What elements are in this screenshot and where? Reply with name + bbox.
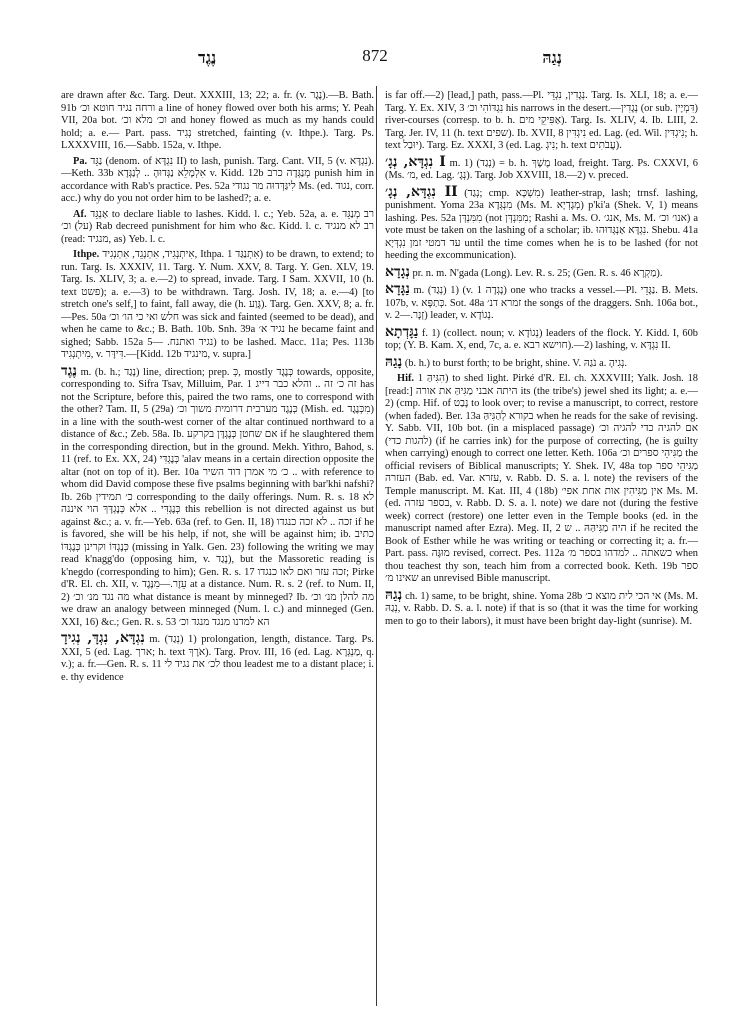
dictionary-entry [385,586,698,629]
running-head-right: נְגַהּ [542,48,562,67]
running-head-left: נֶגֶד [198,48,217,67]
entry-body: m. (b. h.; נָגַד) line, direction; prep. כְּ, mostly כְּנֶגֶד towards, opposite, corresponding to. Sifra Tsav, Milluim, Par. 1 זה כ׳ זה .. והלא כבר דייג has not the Scripture, before this, paired the two rams, one to correspond with the other? Tam. II, 5 (29a) כְּנֶגֶד מערבית דרומית משוך וכ׳ (Mish. ed. מִכְּנֶגֶד) in a line with the south-west corner of the altar continued northward to a distance of &c.; Zeb. 58a. Ib. אם שחטן כְּנֶגְדָּן בקרקע if he slaughtered them in the corresponding direction, but in the ground. Mekh. Yithro, Bahod, s. 11 (ref. to Ex. XX, 24) כְּנֶגְדִּי 'alav means in a certain direction opposite the altar (not on top of it). Ber. 10a כ׳ מי אמרן דוד השיר .. with reference to whom did David compose these five psalms beginning with bar'khi nafshi? Ib. 26b כ׳ תמידין corresponding to the daily offerings. Num. R. s. 18 לא כְּנֶגְדִּי .. אלא כְּנֶגְדָּךְ הוי איננה this rebellion is not directed against us but against &c.; a. v. fr.—Yeb. 63a (ref. to Gen. II, 18) זכה .. לא זכה כנגדו if he is favored, she will be his help, if not, she will be against him; ib. כתיב כְּנֶגְדּוֹ וקרינן כְּנֶגְדּוֹ (missing in Yalk. Gen. 23) following the writing we may read k'nagg'do (opposing him, v. נָגַד), but the Massoretic reading is k'negdo (corresponding to him); Gen. R. s. 17 זכה עזר ואם לאו כנגדו; Pirke d'R. El. ch. XII, v. עֵזֶר.—מִנֶּגֶד at a distance. Num. R. s. 2 (ref. to Num. II, 2) מה נגד מנ׳ וכ׳ what distance is meant by minneged? Ib. מה להלן מנ׳ וכ׳ we draw an analogy between minneged (Num. l. c.) and minneged (Gen. XXI, 16) &c.; Gen. R. s. 53 הא למדנו מנגד מנגד וכ׳ [61,366,374,628]
dictionary-entry [385,153,698,183]
entry-body: אִיתְנְגִיד, אִתְנְגֵד, אִתְנְגִיד, Ithpa. אִתְנַגַּד 1) to be drawn, to extend; to run. Targ. Is. XXXIV, 11. Targ. Y. Num. XXV, 8. Targ. Y. Gen. XLV, 19. Targ. Is. XLIV, 3; a. e.—2) to spread, invade. Targ. I Sam. XXVII, 10 (h. text פשט); a. e.—3) to be withdrawn. Targ. Josh. IV, 18; a. e.—4) [to stretch one's self,] to faint, fall away, die (h. גָּוַע). Targ. Gen. XXV, 8; a. fr.—Pes. 50a חלש ואי כי הו׳ וכ׳ was sick and fainted (seemed to be dead), and when he came to &c.; B. Bath. 10b. Snh. 39a נגיד א׳ he became faint and sighed; Sabb. 152a נגיד ואתנח. —5) to be lashed. Macc. 11a; Pes. 113b מִיתְנְגִיד, v. דִּידָּר.—[Kidd. 12b מינגיד, v. supra.] [61,249,374,360]
entry-headword: נְגַהּ [385,586,403,603]
entry-body: are drawn after &c. Targ. Deut. XXXIII, 13; 22; a. fr. (v. נֶגֶר).—B. Bath. 91b ורחה נגיד חוטא וכ׳ a line of honey flowed over both his arms; Y. Peah VII, 20a bot. וכ׳ מלא וכ׳ and honey flowed as much as my hands could hold; a. e.— Part. pass. נְגִיד stretched, fainting (v. Ithpe.). Targ. Ps. LXXXVIII, 16.—Sabb. 152a, v. Ithpe. [61,90,374,151]
entry-body: (נְגַד; cmp. מִשְׁכָּא) leather-strap, lash; trnsf. lashing, punishment. Yoma 23a מִנְגְּדָא (Ms. M. מְגָדְיָא) p'ki'a (Shek. V, 1) means lashing. Pes. 52a מִמִּנְדְּן (not מִמִּנְדְּן; Rashi a. Ms. O. אנג׳, Ms. M. אנו׳ וכ׳) a vote must be taken on the lashing of a scholar; ib. נִגְדָּא אַנְגְּדוּהוּ. Shebu. 41a עד דמטי זמן נִגְדְּיָא until the time comes when he is to be lashed (for not heeding the excommunication). [385,187,698,261]
dictionary-entry [385,263,698,281]
dictionary-entry [61,156,374,206]
entry-body: (b. h.) to burst forth; to be bright, shine. V. נֹגַהּ a. נְגִיהָ. [404,357,628,369]
entry-stem-label: Ithpe. [73,249,100,260]
entry-body: אַנְגֵּד to declare liable to lashes. Kidd. l. c.; Yeb. 52a, a. e. רב מְנַגֵּד (על) וכ׳ Rab decreed punishment for him who &c. Kidd. l. c. רב לא מנגיד (read: מנגיד, as) Yeb. l. c. [61,208,374,245]
page-header [60,44,690,72]
dictionary-entry [385,90,698,153]
dictionary-entry [61,632,374,684]
entry-body: ch. 1) same, to be bright, shine. Yoma 28b אי הכי לית מוצא כ׳ (Ms. M. נְגַהּ, v. Rabb. D. S. a. l. note) if that is so (that it was the time for working men to go to their labors), it must have been bright day-light (sunrise). M. [385,590,698,627]
entry-body: נַגֵּד (denom. of נִגְדָּא II) to lash, punish. Targ. Cant. VII, 5 (v. נִגְדָּא).—Keth. 33b אִלְמָלֵא נַגְּדוּהָ .. לְנַגְּדָא v. Kidd. 12b מְנַגְּדָה כרב punish him in accordance with Rab's practice. Pes. 52a לִיגַּדְּדוּה מר נגודי Ms. (ed. נגוד, corr. acc.) why do you not order him to be lashed?; a. e. [61,155,374,204]
dictionary-entry [385,283,698,323]
dictionary-entry [385,373,698,586]
entry-headword: נְגָדָא [385,263,410,280]
entry-headword: נִגְדָּא, נְגָ׳ I [385,153,446,170]
entry-stem-label: Af. [73,208,87,220]
dictionary-entry [61,90,374,153]
dictionary-entry [385,353,698,371]
entry-body: pr. n. m. N'gada (Long). Lev. R. s. 25; (Gen. R. s. 46 מַקְרָא). [412,267,663,279]
entry-body: הִגִּיהַּ 1) to shed light. Pirké d'R. El. ch. XXXVIII; Yalk. Josh. 18 [read:] היתה אבני מַגִּיהַּ את אורה its (the tribe's) jewel shed its light; a. e.—2) (cmp. Hif. of נָבַט to look over; to revise a manuscript, to correct, restore (when faded). Ber. 13a בקורא לְהַגִּיהַּ when he reads for the sake of revising. Y. Sabb. VII, 10b bot. (in a misplaced passage) אם להגיה כדי להגיה וכ׳ (להגות כדי) (if he carries ink) for the purpose of correcting, (he is guilty when carrying) enough to correct one letter. Keth. 106a מַגִּיהֵי ספרים וכ׳ the official revisers of Biblical manuscripts; Y. Shek. IV, 48a top מַגִּיהֵי ספר העזרה (Bab. ed. Var. עזרא, v. Rabb. D. S. a. l. note) the revisers of the Temple manuscript. M. Kat. III, 4 (18b) אין מַגִּיהִין אות אחת אפי׳ Ms. M. (ed. בספר עזרה, v. Rabb. D. S. a. l. note) we dare not (during the festive week) correct (restore) one letter even in the Temple books (ed. in the manuscript named after Ezra). Meg. II, 2 היה מַגִּיהַּהּ .. ש if he recited the Book of Esther while he was writing or teaching or correcting it; a. fr.—Part. pass. מוּגָּה revised, correct. Pes. 112a כשאתה .. למדהו בספר מ׳ when thou teachest thy son, teach him from a corrected book. Keth. 19b ספר שאינו מ׳ an unrevised Bible manuscript. [385,373,698,584]
entry-headword: נִגְדָּא, נְגָ׳ II [385,183,458,200]
entry-body: m. (נְגַד) 1) prolongation, length, distance. Targ. Ps. XXI, 5 (ed. Lag. ארך; h. text אֹרֶךְ). Targ. Prov. III, 16 (ed. Lag. מַנְגְּרָא, q. v.); a. fr.—Gen. R. s. 11 לכ׳ את נגיד לי thou leadest me to a distant place; i. e. thy evidence [61,634,374,683]
entry-body: is far off.—2) [lead,] path, pass.—Pl. נְגָדִין, נִגְדֵּי. Targ. Is. XLI, 18; a. e.—Targ. Y. Ex. XIV, 3 נִגְדּוֹהִי וכ׳ his narrows in the desert.—נְגָדִין (or sub. דִּמְיָין) river-courses (corresp. to b. h. אַפִּיקֵי מים). Targ. Is. XLIV, 4. Ib. LIII, 2. Targ. Jer. IV, 11 (h. text שפים). Ib. XVII, 8 נִיגְדִּין ed. Lag. (ed. Wil. נִיגְדִּין; h. text יוּבַל). Targ. Ez. XXXI, 3 (ed. Lag. נִיגְ; h. text עֲבֹתִים). [385,90,698,151]
right-column [385,90,698,1006]
entry-headword: נַגָּדְתָא [385,323,419,340]
entry-body: m. 1) (נְגַד) = b. h. מֶשֶׁךְ load, freight. Targ. Ps. CXXVI, 6 (Ms. מ׳, ed. Lag. נְגָ׳). Targ. Job XXVIII, 18.—2) v. preced. [385,157,698,181]
entry-headword: נָגַהּ [385,353,403,370]
dictionary-entry [385,323,698,353]
column-divider [376,86,377,1006]
dictionary-entry [61,362,374,630]
dictionary-entry [385,183,698,263]
left-column [61,90,374,1006]
page-number: 872 [362,46,388,65]
entry-stem-label: Hif. [397,373,415,384]
entry-body: m. (נְגַד) 1) (v. נָגְדָה 1) one who tracks a vessel.—Pl. נַגָּדֵי. B. Mets. 107b, v. כְּתַפָּא. Sot. 48a זמרא דנ׳ the songs of the draggers. Snh. 106a bot., v. זְנָר.—2) leader, v. נְגוֹדָא. [385,285,698,321]
dictionary-entry [61,249,374,362]
entry-stem-label: Pa. [73,155,88,167]
entry-headword: נַגָּדָא [385,281,410,297]
entry-headword: נֶגֶד [61,362,77,379]
entry-headword: נִגְדָּא, נִגְדָּ, נְגִידָ [61,630,145,646]
dictionary-entry [61,209,374,247]
entry-body: f. 1) (collect. noun; v. נְגוֹדָא) leaders of the flock. Y. Kidd. I, 60b top; (Y. B. Kam. X, end, 7c, a. e. חוישא רבא).—2) lashing, v. נִגְדָּא II. [385,327,698,351]
